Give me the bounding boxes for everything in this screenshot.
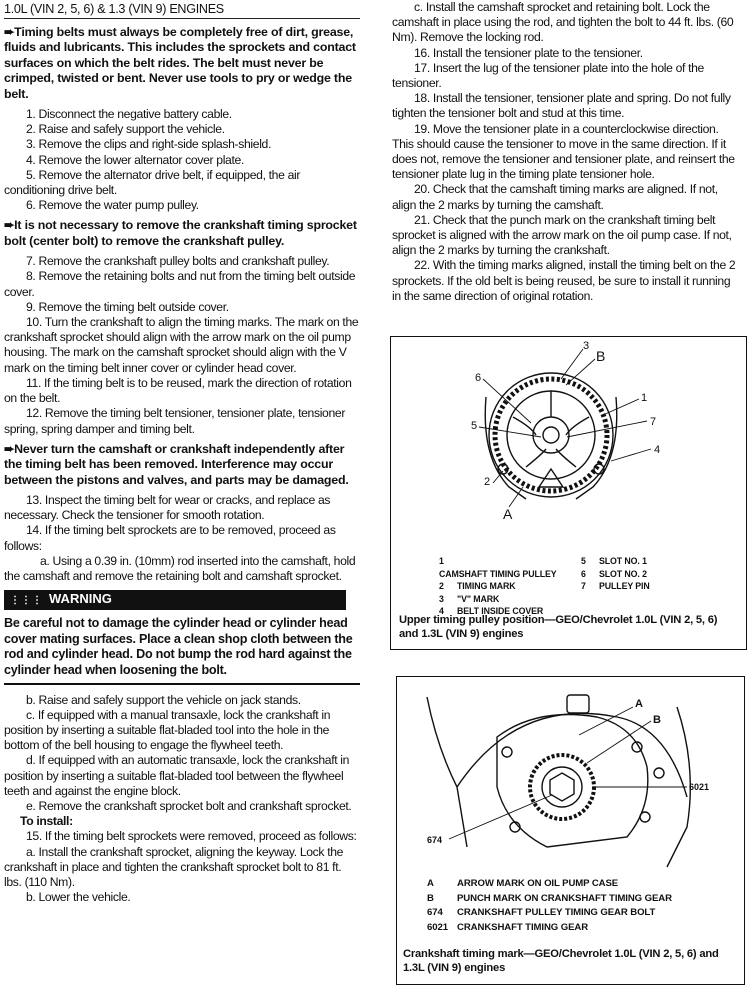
figure-2-caption: Crankshaft timing mark—GEO/Chevrolet 1.0L (VIN 2, 5, 6) and 1.3L (VIN 9) engines: [403, 948, 719, 974]
substep: e. Remove the crankshaft sprocket bolt and crankshaft sprocket.: [26, 798, 352, 813]
callout-B: B: [596, 348, 606, 364]
substep: b. Lower the vehicle.: [26, 890, 131, 905]
pulley-bore: [543, 427, 559, 443]
legend-column-2: [581, 555, 701, 593]
step: 6. Remove the water pump pulley.: [26, 198, 199, 213]
legend-label: PUNCH MARK ON CRANKSHAFT TIMING GEAR: [457, 892, 672, 904]
legend-key: 6: [581, 568, 586, 579]
legend-key: 6021: [427, 921, 448, 933]
leader-674: [449, 795, 552, 839]
figure-2-legend: [427, 877, 727, 935]
figure-crankshaft-timing-mark: [396, 676, 745, 985]
legend-key: A: [427, 878, 434, 889]
step: 20. Check that the camshaft timing marks are aligned. If not, align the 2 marks by turning the camshaft.: [392, 182, 718, 212]
legend-label: SLOT NO. 2: [599, 568, 647, 579]
right-column: [392, 0, 742, 304]
legend-key: 3: [439, 593, 444, 604]
callout-5: 5: [471, 420, 478, 432]
step: 8. Remove the retaining bolts and nut from the timing belt outside cover.: [4, 269, 356, 299]
figure-upper-timing-pulley: [390, 336, 747, 650]
step: 16. Install the tensioner plate to the tensioner.: [414, 45, 643, 60]
substep: b. Raise and safely support the vehicle on jack stands.: [26, 692, 301, 707]
leader-5: [479, 427, 541, 437]
callout-6: 6: [475, 372, 482, 384]
camshaft-pulley-diagram: [391, 337, 746, 567]
bolt-lower-right: [640, 812, 650, 822]
step: 1. Disconnect the negative battery cable.: [26, 107, 232, 122]
section-header: 1.0L (VIN 2, 5, 6) & 1.3 (VIN 9) ENGINES: [4, 0, 360, 19]
step: 22. With the timing marks aligned, install the timing belt on the 2 sprockets. If the old belt is being reused, be sure to install it running in the same direction of original rotation.: [392, 258, 736, 303]
leader-B: [587, 721, 651, 763]
legend-column-1: [439, 555, 557, 618]
step: 9. Remove the timing belt outside cover.: [26, 299, 229, 314]
legend-key: 5: [581, 556, 586, 566]
left-column: [4, 0, 360, 905]
step: 17. Insert the lug of the tensioner plate into the hole of the tensioner.: [392, 60, 704, 91]
leader-A: [509, 487, 523, 507]
legend-label: ARROW MARK ON OIL PUMP CASE: [457, 878, 619, 889]
legend-key: 2: [439, 581, 444, 591]
legend-key: 1: [439, 556, 444, 566]
warning-body: Be careful not to damage the cylinder head or cylinder head cover mating surfaces. Place a clean shop cloth between the rod and cylinder head. Do not bump the rod hard against the cylinder head when loosening the bolt.: [4, 616, 360, 684]
callout-A: A: [635, 698, 643, 710]
bolt-right: [654, 768, 664, 778]
substep: c. Install the camshaft sprocket and retaining bolt. Lock the camshaft in place using the rod, and tighten the bolt to 44 ft. lbs. (60 Nm). Remove the locking rod.: [392, 0, 734, 45]
legend-key: 7: [581, 581, 586, 591]
step: 15. If the timing belt sprockets were removed, proceed as follows:: [26, 829, 357, 844]
callout-6021: 6021: [689, 782, 710, 792]
warning-banner: [4, 590, 346, 610]
step: 10. Turn the crankshaft to align the timing marks. The mark on the crankshaft sprocket should align with the arrow mark on the oil pump housing. The mark on the camshaft sprocket should align with the V mark on the timing belt inner cover or cylinder head cover.: [4, 315, 359, 375]
step: 14. If the timing belt sprockets are to be removed, proceed as follows:: [4, 523, 336, 553]
callout-7: 7: [650, 416, 657, 428]
substep: d. If equipped with an automatic transaxle, lock the crankshaft in position by inserting a suitable flat-bladed tool between the flywheel teeth and against the engine block.: [4, 753, 350, 798]
legend-key: B: [427, 892, 434, 904]
substep: a. Using a 0.39 in. (10mm) rod inserted into the camshaft, hold the camshaft and remove the retaining bolt and camshaft sprocket.: [4, 553, 356, 583]
step: 12. Remove the timing belt tensioner, tensioner plate, tensioner spring, spring damper and timing belt.: [4, 406, 346, 436]
pulley-spokes: [513, 391, 589, 467]
legend-key: 4: [439, 606, 444, 616]
crankshaft-timing-diagram: [397, 677, 744, 872]
upper-bracket: [567, 695, 589, 713]
step: 13. Inspect the timing belt for wear or cracks, and replace as necessary. Check the tensioner for smooth rotation.: [4, 492, 331, 523]
step: 18. Install the tensioner, tensioner plate and spring. Do not fully tighten the tensioner bolt and stud at this time.: [392, 91, 731, 121]
step: 11. If the timing belt is to be reused, mark the direction of rotation on the belt.: [4, 375, 352, 406]
step: 3. Remove the clips and right-side splash-shield.: [26, 137, 272, 152]
legend-label: PULLEY PIN: [599, 581, 650, 591]
callout-A: A: [503, 506, 513, 522]
crankshaft-timing-gear: [530, 755, 594, 819]
step: 7. Remove the crankshaft pulley bolts and crankshaft pulley.: [26, 254, 330, 269]
engine-block-outline: [427, 697, 690, 867]
note-never-turn: ➨Never turn the camshaft or crankshaft independently after the timing belt has been removed. Interference may occur between the pistons and valves, and parts may be damaged.: [4, 441, 349, 487]
warning-icon: ⋮⋮⋮: [10, 595, 43, 607]
step: 2. Raise and safely support the vehicle.: [26, 122, 225, 137]
warning-title: WARNING: [49, 591, 112, 607]
pulley-hub: [533, 417, 569, 453]
step: 21. Check that the punch mark on the crankshaft timing belt sprocket is aligned with the arrow mark on the oil pump case. If not, align the 2 marks by turning the crankshaft.: [392, 212, 732, 258]
legend-label: "V" MARK: [457, 593, 500, 604]
legend-label: SLOT NO. 1: [599, 556, 647, 566]
note-crankshaft-bolt: ➨It is not necessary to remove the crankshaft timing sprocket bolt (center bolt) to remove the crankshaft pulley.: [4, 218, 357, 248]
leader-1: [603, 399, 639, 415]
bolt-upper-left: [502, 747, 512, 757]
callout-1: 1: [641, 392, 648, 404]
legend-label: CRANKSHAFT PULLEY TIMING GEAR BOLT: [457, 907, 656, 918]
callout-674: 674: [427, 835, 443, 845]
legend-label: CRANKSHAFT TIMING GEAR: [457, 921, 589, 933]
legend-label: BELT INSIDE COVER: [457, 606, 544, 616]
substep: c. If equipped with a manual transaxle, lock the crankshaft in position by inserting a suitable flat-bladed tool into the hole in the bottom of the bell housing to engage the flywheel teeth.: [4, 707, 331, 753]
figure-1-caption: Upper timing pulley position—GEO/Chevrolet 1.0L (VIN 2, 5, 6) and 1.3L (VIN 9) engines: [399, 614, 718, 640]
step: 4. Remove the lower alternator cover plate.: [26, 152, 244, 167]
note-timing-belt-care: ➨Timing belts must always be completely free of dirt, grease, fluids and lubricants. This includes the sprockets and contact surfaces on which the belt rides. The belt must never be crimped, twisted or bent. Never use tools to pry or wedge the belt.: [4, 25, 356, 101]
step: 19. Move the tensioner plate in a counterclockwise direction. This should cause the tensioner to move in the same direction. If it does not, remove the tensioner and tensioner plate, and reinsert the tensioner plate lug in the timing plate tensioner hole.: [392, 121, 735, 182]
callout-B: B: [653, 714, 661, 726]
install-heading: To install:: [20, 814, 73, 829]
legend-label: TIMING MARK: [457, 581, 516, 591]
legend-key: 674: [427, 907, 443, 918]
callout-3: 3: [583, 340, 590, 352]
callout-2: 2: [484, 476, 491, 488]
leader-3: [561, 349, 583, 379]
legend-label: CAMSHAFT TIMING PULLEY: [439, 568, 557, 579]
substep: a. Install the crankshaft sprocket, aligning the keyway. Lock the crankshaft in place and tighten the crankshaft sprocket bolt to 81 ft. lbs. (110 Nm).: [4, 844, 344, 889]
crankshaft-bolt: [550, 773, 574, 801]
leader-4: [611, 449, 651, 461]
step: 5. Remove the alternator drive belt, if equipped, the air conditioning drive belt.: [4, 167, 301, 198]
callout-4: 4: [654, 444, 661, 456]
